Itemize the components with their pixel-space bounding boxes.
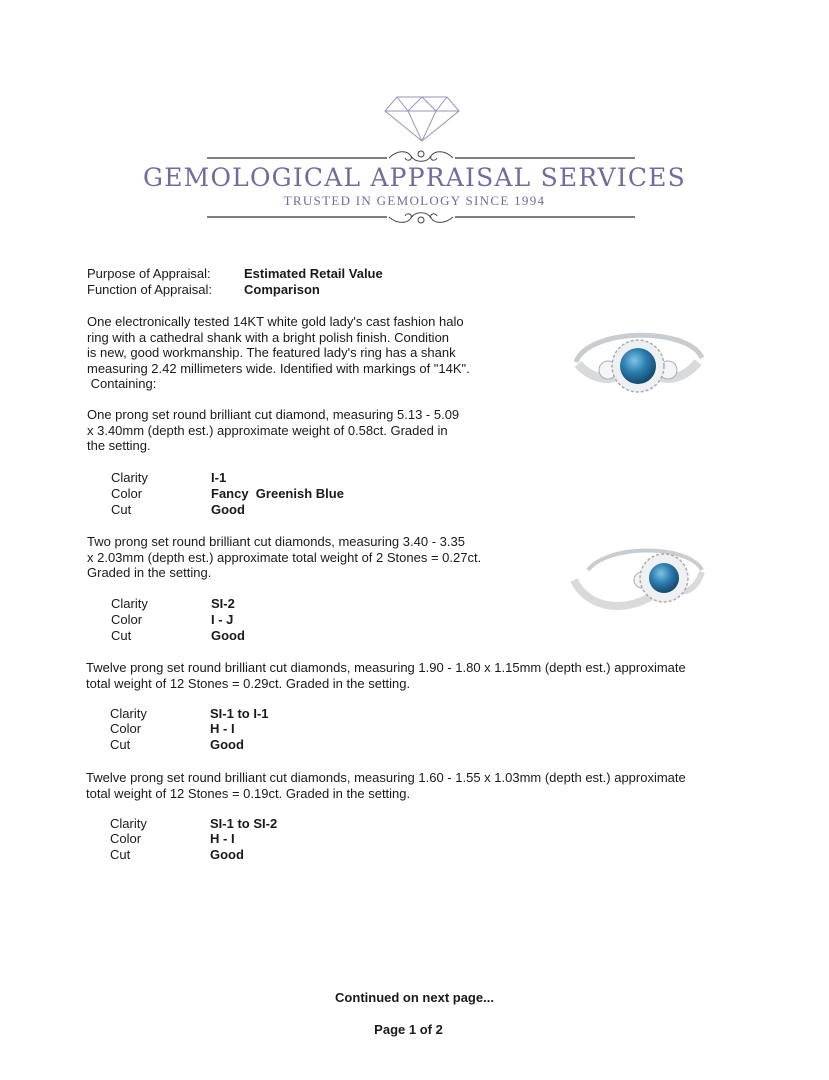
purpose-value: Estimated Retail Value [244, 266, 383, 281]
purpose-label: Purpose of Appraisal: [87, 266, 211, 281]
stone-1-color-value: Fancy Greenish Blue [211, 486, 344, 501]
stone-2-clarity-value: SI-2 [211, 596, 235, 611]
stone-3-color-label: Color [110, 721, 142, 736]
description-line: Twelve prong set round brilliant cut diamonds, measuring 1.90 - 1.80 x 1.15mm (depth est.) approximate [86, 660, 686, 675]
company-name: GEMOLOGICAL APPRAISAL SERVICES [143, 163, 686, 192]
description-line: Graded in the setting. [87, 565, 212, 580]
stone-1-clarity-value: I-1 [211, 470, 227, 485]
stone-1-cut-label: Cut [111, 502, 132, 517]
stone-1-cut-value: Good [211, 502, 245, 517]
description-line: x 2.03mm (depth est.) approximate total weight of 2 Stones = 0.27ct. [87, 549, 482, 565]
stone-1-color-label: Color [111, 486, 143, 501]
description-line: Containing: [87, 376, 157, 391]
stone-4-color-value: H - I [210, 831, 235, 846]
stone-2-cut-value: Good [211, 628, 245, 643]
stone-3-cut-value: Good [210, 737, 244, 752]
ring-photo-angle [568, 540, 708, 640]
stone-2-clarity-label: Clarity [111, 596, 148, 611]
stone-2-color-value: I - J [211, 612, 234, 627]
company-tagline: TRUSTED IN GEMOLOGY SINCE 1994 [283, 193, 546, 208]
stone-4-cut-value: Good [210, 847, 244, 862]
description-line: is new, good workmanship. The featured lady's ring has a shank [87, 345, 456, 360]
description-line: ring with a cathedral shank with a bright polish finish. Condition [87, 329, 450, 345]
ring-description [87, 314, 470, 392]
description-line: One prong set round brilliant cut diamond, measuring 5.13 - 5.09 [87, 407, 460, 422]
stone-4-clarity-label: Clarity [110, 816, 147, 831]
stone-2-cut-label: Cut [111, 628, 132, 643]
stone-3-clarity-label: Clarity [110, 706, 147, 721]
stone-3-color-value: H - I [210, 721, 235, 736]
stone-3-description [86, 660, 686, 691]
stone-3-cut-label: Cut [110, 737, 131, 752]
description-line: One electronically tested 14KT white gold lady's cast fashion halo [87, 314, 464, 329]
description-line: Two prong set round brilliant cut diamonds, measuring 3.40 - 3.35 [87, 534, 465, 549]
stone-4-clarity-value: SI-1 to SI-2 [210, 816, 278, 831]
description-line: Twelve prong set round brilliant cut diamonds, measuring 1.60 - 1.55 x 1.03mm (depth est.) approximate [86, 770, 686, 785]
page-number: Page 1 of 2 [374, 1022, 443, 1037]
description-line: total weight of 12 Stones = 0.29ct. Graded in the setting. [86, 675, 411, 691]
stone-2-description [87, 534, 481, 581]
stone-4-description [86, 770, 686, 801]
description-line: total weight of 12 Stones = 0.19ct. Graded in the setting. [86, 785, 411, 801]
continued-note: Continued on next page... [335, 990, 494, 1005]
stone-1-description [87, 407, 459, 454]
description-line: the setting. [87, 438, 151, 453]
stone-2-color-label: Color [111, 612, 143, 627]
function-value: Comparison [244, 282, 320, 297]
description-line: x 3.40mm (depth est.) approximate weight of 0.58ct. Graded in [87, 422, 448, 438]
ring-photo-front [568, 318, 708, 410]
stone-1-clarity-label: Clarity [111, 470, 148, 485]
stone-4-cut-label: Cut [110, 847, 131, 862]
stone-3-clarity-value: SI-1 to I-1 [210, 706, 269, 721]
function-label: Function of Appraisal: [87, 282, 213, 297]
description-line: measuring 2.42 millimeters wide. Identified with markings of "14K". [87, 360, 470, 376]
stone-4-color-label: Color [110, 831, 142, 846]
